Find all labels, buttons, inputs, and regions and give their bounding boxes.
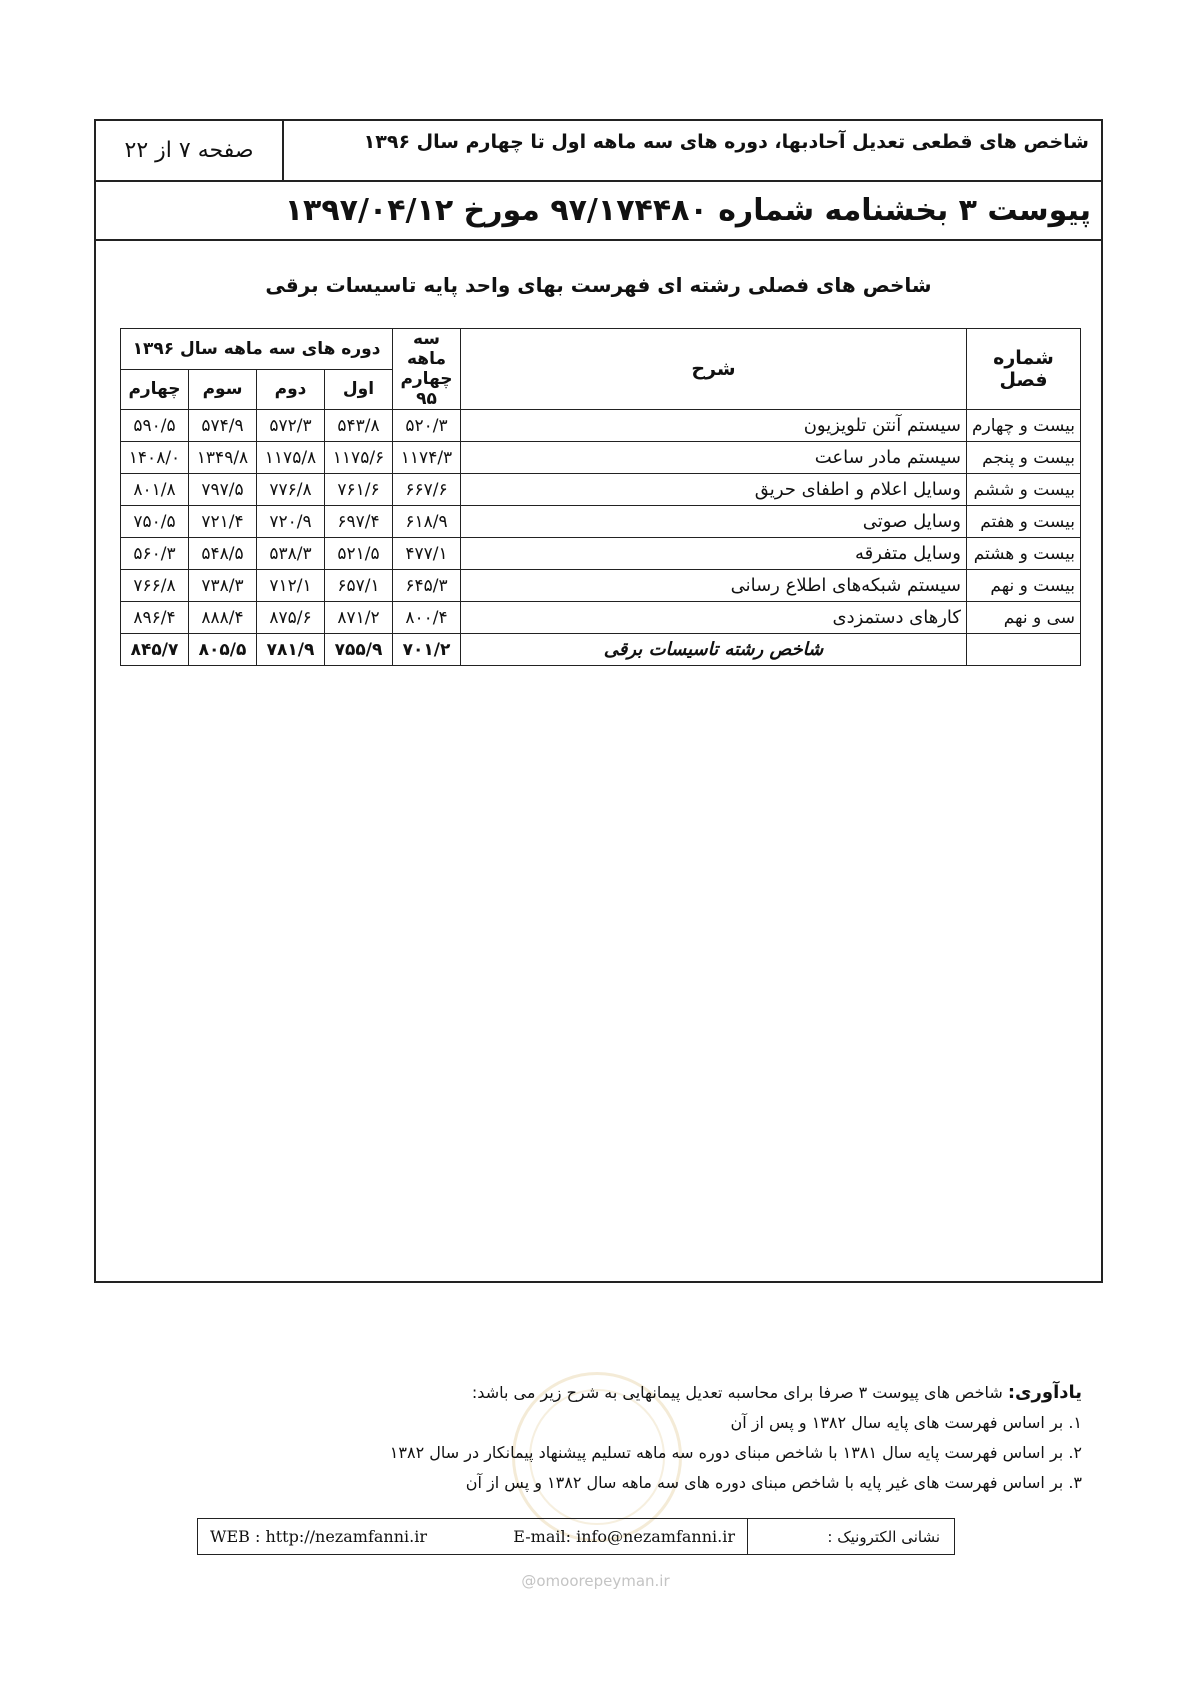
table-row <box>121 506 1081 538</box>
notes-section <box>300 1378 1082 1498</box>
contact-label: نشانی الکترونیک : <box>747 1519 954 1554</box>
base-cell: ۴۷۷/۱ <box>393 538 461 570</box>
description-cell: سیستم مادر ساعت <box>461 442 967 474</box>
page-number: صفحه ۷ از ۲۲ <box>96 121 284 180</box>
document-title: شاخص های قطعی تعدیل آحادبها، دوره های سه ماهه اول تا چهارم سال ۱۳۹۶ <box>363 131 1089 153</box>
total-q4-cell: ۸۴۵/۷ <box>121 634 189 666</box>
chapter-cell: سی و نهم <box>967 602 1081 634</box>
chapter-cell: بیست و هشتم <box>967 538 1081 570</box>
base-cell: ۶۴۵/۳ <box>393 570 461 602</box>
q4-cell: ۵۶۰/۳ <box>121 538 189 570</box>
q2-cell: ۷۲۰/۹ <box>257 506 325 538</box>
q2-cell: ۵۳۸/۳ <box>257 538 325 570</box>
email-link[interactable]: E-mail: info@nezamfanni.ir <box>513 1527 735 1546</box>
header-q4: چهارم <box>121 369 189 410</box>
q1-cell: ۶۹۷/۴ <box>325 506 393 538</box>
header-base-period: سه ماهه چهارم ۹۵ <box>393 329 461 410</box>
total-base-cell: ۷۰۱/۲ <box>393 634 461 666</box>
notes-intro: شاخص های پیوست ۳ صرفا برای محاسبه تعدیل پیمانهایی به شرح زیر می باشد: <box>471 1383 1003 1402</box>
website-link[interactable]: WEB : http://nezamfanni.ir <box>210 1527 427 1546</box>
q1-cell: ۶۵۷/۱ <box>325 570 393 602</box>
q4-cell: ۱۴۰۸/۰ <box>121 442 189 474</box>
table-row <box>121 538 1081 570</box>
table-row <box>121 570 1081 602</box>
note-item: ۱. بر اساس فهرست های پایه سال ۱۳۸۲ و پس از آن <box>730 1413 1082 1432</box>
notes-intro-line <box>300 1378 1082 1408</box>
table-total-row <box>121 634 1081 666</box>
chapter-cell: بیست و نهم <box>967 570 1081 602</box>
total-chapter-cell <box>967 634 1081 666</box>
q1-cell: ۸۷۱/۲ <box>325 602 393 634</box>
base-cell: ۵۲۰/۳ <box>393 410 461 442</box>
header-q2: دوم <box>257 369 325 410</box>
base-cell: ۱۱۷۴/۳ <box>393 442 461 474</box>
section-title: شاخص های فصلی رشته ای فهرست بهای واحد پایه تاسیسات برقی <box>265 273 932 297</box>
q4-cell: ۸۹۶/۴ <box>121 602 189 634</box>
q4-cell: ۸۰۱/۸ <box>121 474 189 506</box>
annex-title: پیوست ۳ بخشنامه شماره ۹۷/۱۷۴۴۸۰ مورخ ۱۳۹۷/۰۴/۱۲ <box>96 182 1101 241</box>
q2-cell: ۵۷۲/۳ <box>257 410 325 442</box>
q4-cell: ۷۵۰/۵ <box>121 506 189 538</box>
q3-cell: ۵۴۸/۵ <box>189 538 257 570</box>
chapter-cell: بیست و پنجم <box>967 442 1081 474</box>
header-row <box>96 121 1101 182</box>
table-row <box>121 602 1081 634</box>
table-row <box>121 474 1081 506</box>
description-cell: کارهای دستمزدی <box>461 602 967 634</box>
chapter-cell: بیست و هفتم <box>967 506 1081 538</box>
table-row <box>121 410 1081 442</box>
chapter-cell: بیست و ششم <box>967 474 1081 506</box>
description-cell: سیستم آنتن تلویزیون <box>461 410 967 442</box>
q3-cell: ۷۳۸/۳ <box>189 570 257 602</box>
q2-cell: ۱۱۷۵/۸ <box>257 442 325 474</box>
note-item: ۲. بر اساس فهرست پایه سال ۱۳۸۱ با شاخص مبنای دوره سه ماهه تسلیم پیشنهاد پیمانکار در سال ۱۳۸۲ <box>389 1443 1082 1462</box>
table-header-row <box>121 329 1081 370</box>
q2-cell: ۷۷۶/۸ <box>257 474 325 506</box>
header-chapter: شماره فصل <box>967 329 1081 410</box>
q1-cell: ۵۴۳/۸ <box>325 410 393 442</box>
total-description-cell: شاخص رشته تاسیسات برقی <box>461 634 967 666</box>
description-cell: وسایل صوتی <box>461 506 967 538</box>
index-table <box>120 328 1081 666</box>
table-row <box>121 442 1081 474</box>
total-q1-cell: ۷۵۵/۹ <box>325 634 393 666</box>
contact-details <box>198 1519 747 1554</box>
watermark-text: @omoorepeyman.ir <box>521 1572 670 1590</box>
q3-cell: ۵۷۴/۹ <box>189 410 257 442</box>
header-period-group: دوره های سه ماهه سال ۱۳۹۶ <box>121 329 393 370</box>
note-item: ۳. بر اساس فهرست های غیر پایه با شاخص مبنای دوره های سه ماهه سال ۱۳۸۲ و پس از آن <box>465 1473 1082 1492</box>
q2-cell: ۷۱۲/۱ <box>257 570 325 602</box>
q1-cell: ۱۱۷۵/۶ <box>325 442 393 474</box>
chapter-cell: بیست و چهارم <box>967 410 1081 442</box>
q3-cell: ۱۳۴۹/۸ <box>189 442 257 474</box>
q3-cell: ۷۲۱/۴ <box>189 506 257 538</box>
header-description: شرح <box>461 329 967 410</box>
header-q1: اول <box>325 369 393 410</box>
q1-cell: ۷۶۱/۶ <box>325 474 393 506</box>
description-cell: وسایل متفرقه <box>461 538 967 570</box>
total-q3-cell: ۸۰۵/۵ <box>189 634 257 666</box>
q3-cell: ۷۹۷/۵ <box>189 474 257 506</box>
q4-cell: ۵۹۰/۵ <box>121 410 189 442</box>
q1-cell: ۵۲۱/۵ <box>325 538 393 570</box>
description-cell: سیستم شبکه‌های اطلاع رسانی <box>461 570 967 602</box>
q4-cell: ۷۶۶/۸ <box>121 570 189 602</box>
q2-cell: ۸۷۵/۶ <box>257 602 325 634</box>
header-q3: سوم <box>189 369 257 410</box>
document-frame <box>94 119 1103 1283</box>
base-cell: ۶۱۸/۹ <box>393 506 461 538</box>
description-cell: وسایل اعلام و اطفای حریق <box>461 474 967 506</box>
notes-label: یادآوری: <box>1007 1382 1082 1403</box>
base-cell: ۸۰۰/۴ <box>393 602 461 634</box>
total-q2-cell: ۷۸۱/۹ <box>257 634 325 666</box>
q3-cell: ۸۸۸/۴ <box>189 602 257 634</box>
base-cell: ۶۶۷/۶ <box>393 474 461 506</box>
contact-box <box>197 1518 955 1555</box>
